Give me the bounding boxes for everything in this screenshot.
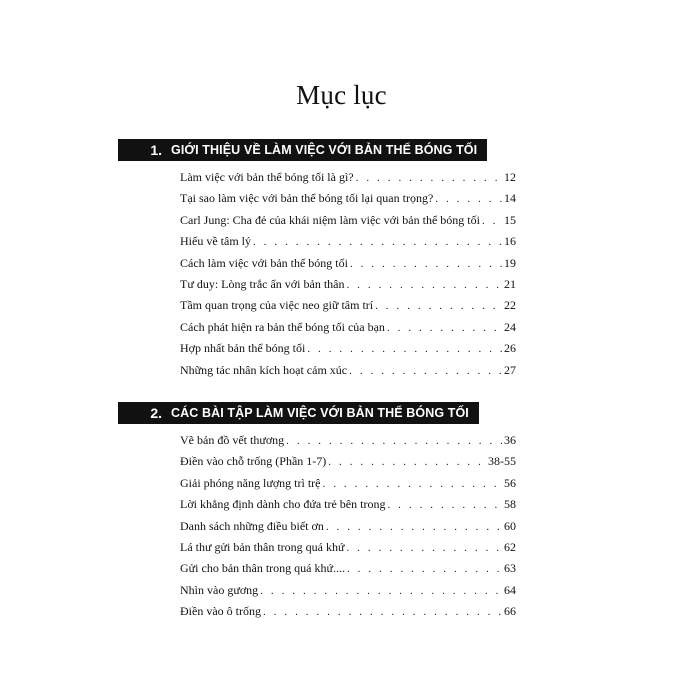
toc-entry[interactable] <box>180 583 516 604</box>
dot-leader <box>347 563 502 575</box>
toc-entry[interactable] <box>180 604 516 625</box>
toc-entry[interactable] <box>180 454 516 475</box>
toc-page-number: 63 <box>504 561 516 576</box>
dot-leader <box>346 279 502 291</box>
toc-page-number: 26 <box>504 341 516 356</box>
toc-entry[interactable] <box>180 277 516 298</box>
dot-leader <box>346 542 502 554</box>
dot-leader <box>435 193 502 205</box>
toc-page-number: 66 <box>504 604 516 619</box>
toc-list-section-1 <box>180 170 516 384</box>
dot-leader <box>263 606 502 618</box>
toc-entry[interactable] <box>180 433 516 454</box>
section-number: 1. <box>150 142 162 158</box>
toc-entry[interactable] <box>180 363 516 384</box>
toc-entry-label: Vẽ bản đồ vết thương <box>180 433 285 447</box>
toc-entry-label: Tư duy: Lòng trắc ẩn với bản thân <box>180 276 345 291</box>
page-title: Mục lục <box>296 80 387 111</box>
dot-leader <box>307 343 502 355</box>
section-header-1 <box>118 139 487 161</box>
toc-entry[interactable] <box>180 476 516 497</box>
toc-page-number: 21 <box>504 276 516 291</box>
dot-leader <box>482 215 502 227</box>
dot-leader <box>326 521 502 533</box>
toc-entry-label: Nhìn vào gương <box>180 582 259 597</box>
dot-leader <box>328 456 486 468</box>
toc-page-number: 24 <box>504 319 516 334</box>
toc-page-number: 16 <box>504 234 516 249</box>
toc-page-number: 15 <box>504 212 516 227</box>
toc-entry-label: Điền vào ô trống <box>180 604 261 619</box>
toc-entry[interactable] <box>180 170 516 191</box>
toc-page-number: 36 <box>504 433 516 447</box>
dot-leader <box>356 172 502 184</box>
toc-entry[interactable] <box>180 341 516 362</box>
toc-entry[interactable] <box>180 298 516 319</box>
toc-list-section-2 <box>180 433 516 626</box>
toc-page-number: 22 <box>504 298 516 313</box>
toc-entry-label: Cách làm việc với bản thể bóng tối <box>180 255 348 270</box>
section-number: 2. <box>150 405 162 421</box>
toc-entry[interactable] <box>180 213 516 234</box>
toc-entry-label: Cách phát hiện ra bản thể bóng tối của bạn <box>180 319 385 334</box>
toc-entry-label: Giải phóng năng lượng trì trệ <box>180 475 321 490</box>
toc-entry-label: Tại sao làm việc với bản thể bóng tối lại quan trọng? <box>180 191 434 206</box>
toc-entry-label: Những tác nhân kích hoạt cảm xúc <box>180 362 348 377</box>
toc-entry-label: Tầm quan trọng của việc neo giữ tâm trí <box>180 298 374 313</box>
toc-page-number: 38-55 <box>488 454 516 469</box>
toc-entry[interactable] <box>180 234 516 255</box>
toc-entry[interactable] <box>180 320 516 341</box>
dot-leader <box>286 435 502 447</box>
toc-entry-label: Hợp nhất bản thể bóng tối <box>180 341 306 356</box>
dot-leader <box>350 258 502 270</box>
toc-entry-label: Làm việc với bản thể bóng tối là gì? <box>180 170 354 184</box>
toc-page-number: 60 <box>504 518 516 533</box>
toc-entry-label: Hiểu về tâm lý <box>180 234 251 249</box>
toc-entry-label: Lời khẳng định dành cho đứa trẻ bên trong <box>180 497 386 512</box>
dot-leader <box>387 322 502 334</box>
dot-leader <box>323 478 503 490</box>
section-title: GIỚI THIỆU VỀ LÀM VIỆC VỚI BẢN THỂ BÓNG TỐI <box>171 143 478 157</box>
toc-entry[interactable] <box>180 497 516 518</box>
toc-entry[interactable] <box>180 191 516 212</box>
toc-entry-label: Lá thư gửi bản thân trong quá khứ <box>180 539 345 554</box>
toc-entry-label: Điền vào chỗ trống (Phần 1-7) <box>180 454 327 469</box>
toc-page-number: 58 <box>504 497 516 512</box>
section-title: CÁC BÀI TẬP LÀM VIỆC VỚI BẢN THỂ BÓNG TỐI <box>171 406 469 420</box>
toc-page-number: 62 <box>504 539 516 554</box>
toc-entry[interactable] <box>180 561 516 582</box>
toc-entry-label: Carl Jung: Cha đẻ của khái niệm làm việc với bản thể bóng tối <box>180 212 480 227</box>
dot-leader <box>349 365 502 377</box>
toc-page-number: 14 <box>504 191 516 206</box>
dot-leader <box>260 585 502 597</box>
toc-entry-label: Danh sách những điều biết ơn <box>180 518 324 533</box>
dot-leader <box>387 499 502 511</box>
toc-page-number: 12 <box>504 170 516 184</box>
toc-page-number: 64 <box>504 582 516 597</box>
toc-page-number: 56 <box>504 475 516 490</box>
dot-leader <box>253 236 502 248</box>
toc-entry[interactable] <box>180 540 516 561</box>
section-header-2 <box>118 402 479 424</box>
toc-entry[interactable] <box>180 256 516 277</box>
toc-entry-label: Gửi cho bản thân trong quá khứ.... <box>180 561 345 576</box>
dot-leader <box>375 300 502 312</box>
toc-page-number: 27 <box>504 362 516 377</box>
toc-page-number: 19 <box>504 255 516 270</box>
toc-entry[interactable] <box>180 519 516 540</box>
